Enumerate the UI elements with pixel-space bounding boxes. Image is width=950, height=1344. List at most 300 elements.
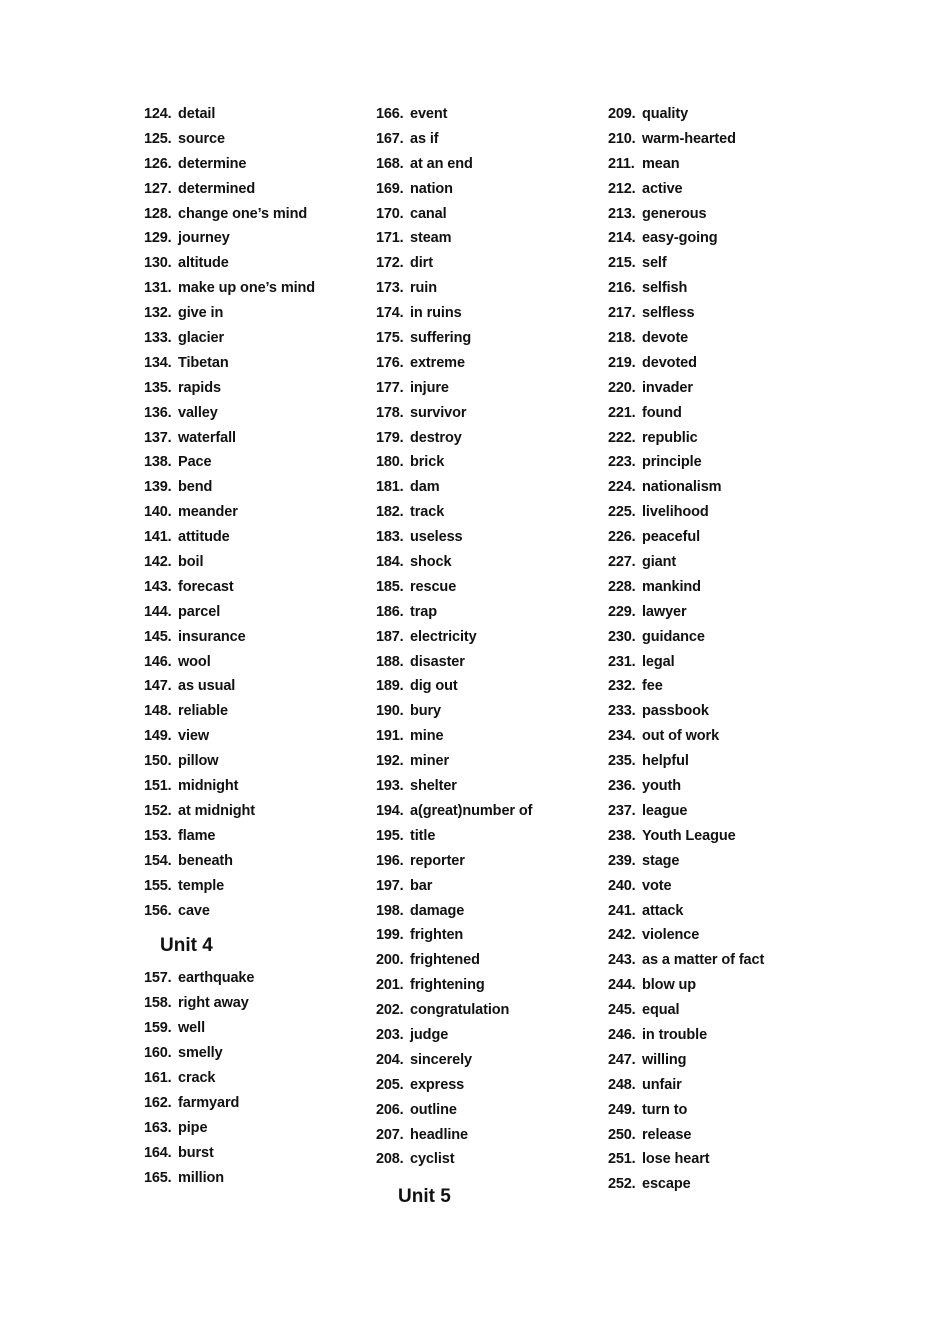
vocab-item (376, 152, 532, 177)
vocab-item-number: 213. (608, 205, 636, 222)
vocab-item (376, 525, 532, 550)
vocab-item-word: giant (642, 554, 677, 571)
vocab-item-word: pipe (178, 1119, 208, 1136)
vocab-item-number: 134. (144, 354, 172, 371)
vocab-item (144, 899, 315, 924)
vocab-item-number: 223. (608, 454, 636, 471)
vocab-item-word: in trouble (642, 1026, 708, 1043)
vocab-item-word: as if (410, 130, 439, 147)
vocab-item-word: as usual (178, 678, 236, 695)
vocab-item-word: attack (642, 902, 684, 919)
vocab-item (376, 475, 532, 500)
vocab-item-number: 239. (608, 852, 636, 869)
vocab-item (144, 475, 315, 500)
vocab-item-word: Pace (178, 454, 212, 471)
vocab-item (376, 426, 532, 451)
vocab-item-word: vote (642, 877, 672, 894)
vocab-item (608, 1023, 764, 1048)
vocab-item (376, 276, 532, 301)
vocab-item (376, 674, 532, 699)
vocab-item (608, 127, 764, 152)
vocab-item (376, 326, 532, 351)
vocab-item-word: escape (642, 1176, 691, 1193)
vocab-item-word: title (410, 827, 436, 844)
vocab-item (376, 600, 532, 625)
vocab-item (144, 749, 315, 774)
vocab-item-number: 199. (376, 927, 404, 944)
vocab-item (376, 351, 532, 376)
vocab-item (608, 1048, 764, 1073)
vocab-item (144, 102, 315, 127)
vocab-item-number: 200. (376, 952, 404, 969)
vocab-item-word: devote (642, 330, 689, 347)
vocab-item-number: 217. (608, 305, 636, 322)
vocab-item-word: principle (642, 454, 702, 471)
vocab-item (144, 774, 315, 799)
vocab-item-number: 251. (608, 1151, 636, 1168)
vocab-item-word: turn to (642, 1101, 688, 1118)
vocab-item (376, 127, 532, 152)
vocab-item (608, 450, 764, 475)
vocab-item-number: 131. (144, 280, 172, 297)
vocab-item (608, 251, 764, 276)
vocab-item-word: flame (178, 827, 216, 844)
vocab-item-number: 220. (608, 379, 636, 396)
vocab-item-word: found (642, 404, 682, 421)
vocab-item-number: 227. (608, 554, 636, 571)
vocab-item (608, 600, 764, 625)
vocab-item (376, 1023, 532, 1048)
vocab-item (608, 650, 764, 675)
vocab-item-number: 161. (144, 1069, 172, 1086)
vocab-item (608, 550, 764, 575)
vocab-item (144, 874, 315, 899)
vocab-item (144, 226, 315, 251)
vocab-item (144, 326, 315, 351)
vocab-item-number: 158. (144, 995, 172, 1012)
vocab-item-word: legal (642, 653, 675, 670)
vocab-item-word: event (410, 106, 448, 122)
vocab-item-number: 168. (376, 155, 404, 172)
vocab-item (376, 376, 532, 401)
vocab-item (608, 874, 764, 899)
vocab-item-word: million (178, 1169, 225, 1186)
vocab-item (376, 401, 532, 426)
vocab-item-number: 206. (376, 1101, 404, 1118)
vocab-item (376, 575, 532, 600)
vocab-item (608, 699, 764, 724)
vocab-item-word: parcel (178, 603, 221, 620)
vocab-item (608, 625, 764, 650)
vocab-item (608, 401, 764, 426)
vocab-item (376, 724, 532, 749)
vocab-item-number: 184. (376, 554, 404, 571)
vocab-item-word: trap (410, 603, 437, 620)
vocab-item-word: peaceful (642, 529, 701, 546)
vocab-item-word: attitude (178, 529, 230, 546)
vocab-item (376, 749, 532, 774)
vocab-item (376, 202, 532, 227)
vocab-item (376, 849, 532, 874)
vocab-item (608, 923, 764, 948)
vocab-item-number: 190. (376, 703, 404, 720)
vocab-item-word: bury (410, 703, 442, 720)
vocab-item-number: 234. (608, 728, 636, 745)
vocab-item-number: 141. (144, 529, 172, 546)
vocab-item (144, 301, 315, 326)
vocab-item (144, 575, 315, 600)
vocab-item-word: frightened (410, 952, 480, 969)
vocab-item-word: out of work (642, 728, 720, 745)
vocab-item (608, 899, 764, 924)
vocab-item-word: selfish (642, 280, 688, 297)
vocab-item-word: view (178, 728, 210, 745)
vocab-item (144, 724, 315, 749)
vocab-item-word: at midnight (178, 802, 256, 819)
vocab-item-number: 248. (608, 1076, 636, 1093)
vocab-item (144, 1166, 315, 1191)
vocab-item-word: in ruins (410, 305, 462, 322)
vocab-item (144, 525, 315, 550)
vocab-item-word: journey (178, 230, 230, 247)
vocab-item-number: 152. (144, 802, 172, 819)
vocab-item-number: 233. (608, 703, 636, 720)
vocab-item-number: 129. (144, 230, 172, 247)
vocab-item-word: reporter (410, 852, 465, 869)
vocab-item-number: 135. (144, 379, 172, 396)
vocab-item (608, 1098, 764, 1123)
vocab-item-word: frighten (410, 927, 464, 944)
vocab-item-number: 188. (376, 653, 404, 670)
vocab-item-number: 194. (376, 802, 404, 819)
vocab-item-word: brick (410, 454, 445, 471)
vocab-item-number: 249. (608, 1101, 636, 1118)
vocab-item-number: 235. (608, 753, 636, 770)
vocab-item (376, 948, 532, 973)
vocab-item (608, 475, 764, 500)
vocab-item-number: 177. (376, 379, 404, 396)
vocab-item-word: devoted (642, 354, 697, 371)
vocab-item-number: 205. (376, 1076, 404, 1093)
vocab-item (608, 351, 764, 376)
vocab-item-number: 165. (144, 1169, 172, 1186)
vocab-item-number: 225. (608, 504, 636, 521)
vocab-item-number: 245. (608, 1002, 636, 1019)
vocab-item (144, 1091, 315, 1116)
vocab-item-word: valley (178, 404, 218, 421)
vocab-item-number: 126. (144, 155, 172, 172)
vocab-item-number: 148. (144, 703, 172, 720)
vocab-item (608, 226, 764, 251)
vocab-item-word: livelihood (642, 504, 709, 521)
vocab-item-number: 207. (376, 1126, 404, 1143)
vocab-item-number: 174. (376, 305, 404, 322)
vocab-item-number: 180. (376, 454, 404, 471)
vocab-item-number: 160. (144, 1045, 172, 1062)
vocab-item-number: 201. (376, 977, 404, 994)
vocab-item-word: nationalism (642, 479, 722, 496)
vocab-item-word: Tibetan (178, 354, 229, 371)
vocab-item-number: 133. (144, 330, 172, 347)
vocab-item-number: 170. (376, 205, 404, 222)
vocab-item-word: rescue (410, 578, 457, 595)
vocab-item-word: detail (178, 106, 216, 122)
vocab-item-number: 185. (376, 578, 404, 595)
vocab-item-number: 156. (144, 902, 172, 919)
vocab-item-number: 127. (144, 180, 172, 197)
vocab-item-number: 138. (144, 454, 172, 471)
vocab-item (144, 674, 315, 699)
vocab-item-word: disaster (410, 653, 465, 670)
vocab-item-word: determined (178, 180, 256, 197)
vocab-item-number: 214. (608, 230, 636, 247)
vocab-item (144, 426, 315, 451)
vocab-item-number: 128. (144, 205, 172, 222)
vocab-item-word: altitude (178, 255, 229, 272)
vocab-item (144, 1141, 315, 1166)
vocab-item-word: release (642, 1126, 692, 1143)
vocab-item (144, 202, 315, 227)
vocab-item-word: as a matter of fact (642, 952, 765, 969)
vocab-item (608, 525, 764, 550)
vocab-item-number: 247. (608, 1051, 636, 1068)
vocab-item-number: 204. (376, 1051, 404, 1068)
vocab-item-number: 146. (144, 653, 172, 670)
vocab-item (144, 1116, 315, 1141)
vocab-item (376, 923, 532, 948)
vocab-item-number: 136. (144, 404, 172, 421)
vocab-item (376, 774, 532, 799)
vocab-item-number: 178. (376, 404, 404, 421)
vocab-item-number: 169. (376, 180, 404, 197)
vocab-item-word: track (410, 504, 445, 521)
vocab-item-word: give in (178, 305, 224, 322)
vocab-item-number: 240. (608, 877, 636, 894)
vocab-item-number: 198. (376, 902, 404, 919)
vocab-item-number: 196. (376, 852, 404, 869)
vocab-item-number: 203. (376, 1026, 404, 1043)
vocab-item-word: beneath (178, 852, 233, 869)
vocab-item-number: 236. (608, 778, 636, 795)
vocab-item (144, 849, 315, 874)
vocab-item-word: midnight (178, 778, 239, 795)
vocab-item (608, 152, 764, 177)
vocab-item-number: 142. (144, 554, 172, 571)
vocab-item-number: 246. (608, 1026, 636, 1043)
vocab-item-word: shelter (410, 778, 457, 795)
vocab-item (144, 376, 315, 401)
vocab-item-number: 243. (608, 952, 636, 969)
vocab-item (144, 127, 315, 152)
vocab-item (144, 550, 315, 575)
vocab-item-word: violence (642, 927, 700, 944)
vocab-item-word: change one’s mind (178, 205, 308, 222)
vocab-item (376, 699, 532, 724)
vocab-item-word: farmyard (178, 1094, 240, 1111)
vocab-item (376, 998, 532, 1023)
vocab-item-word: sincerely (410, 1051, 472, 1068)
vocab-item (144, 351, 315, 376)
vocab-item (144, 966, 315, 991)
vocab-item (376, 301, 532, 326)
vocab-item-word: lose heart (642, 1151, 710, 1168)
vocab-item (376, 1073, 532, 1098)
vocab-item-number: 183. (376, 529, 404, 546)
vocab-item-number: 159. (144, 1020, 172, 1037)
vocab-item (376, 899, 532, 924)
vocab-item-word: dig out (410, 678, 458, 695)
vocab-item-word: at an end (410, 155, 473, 172)
vocab-item (144, 699, 315, 724)
vocab-item (608, 948, 764, 973)
vocab-item (376, 177, 532, 202)
vocab-item-number: 193. (376, 778, 404, 795)
vocab-item (144, 500, 315, 525)
vocab-item-number: 211. (608, 155, 635, 172)
vocab-item (376, 874, 532, 899)
vocab-item (608, 724, 764, 749)
vocab-item (608, 500, 764, 525)
vocab-item (376, 226, 532, 251)
vocab-item-number: 157. (144, 970, 172, 987)
vocab-item-number: 154. (144, 852, 172, 869)
vocab-item-word: cave (178, 902, 210, 919)
vocab-item (376, 1048, 532, 1073)
vocab-item-number: 166. (376, 106, 404, 122)
vocab-item (608, 102, 764, 127)
vocab-item-number: 144. (144, 603, 172, 620)
vocab-item (144, 991, 315, 1016)
vocab-item-word: passbook (642, 703, 709, 720)
vocab-item-number: 173. (376, 280, 404, 297)
vocab-item-number: 250. (608, 1126, 636, 1143)
vocab-item-number: 210. (608, 130, 636, 147)
vocab-item-word: wool (178, 653, 211, 670)
vocab-item (376, 1123, 532, 1148)
vocab-item (144, 1041, 315, 1066)
vocab-item-word: self (642, 255, 667, 272)
vocab-item-number: 208. (376, 1151, 404, 1168)
vocab-item (376, 450, 532, 475)
vocab-item (608, 799, 764, 824)
vocab-item-word: mankind (642, 578, 701, 595)
vocab-item-number: 197. (376, 877, 404, 894)
vocab-item (144, 450, 315, 475)
vocab-item-word: boil (178, 554, 204, 571)
vocab-item-word: waterfall (178, 429, 236, 446)
vocab-item-word: right away (178, 995, 249, 1012)
vocab-item-word: quality (642, 106, 689, 122)
vocab-item-number: 229. (608, 603, 636, 620)
vocab-item-word: steam (410, 230, 452, 247)
vocab-item-word: insurance (178, 628, 246, 645)
vocab-item (608, 276, 764, 301)
vocab-item-number: 181. (376, 479, 404, 496)
vocab-item-word: easy-going (642, 230, 718, 247)
vocab-item (376, 1098, 532, 1123)
vocab-item-number: 155. (144, 877, 172, 894)
vocab-item-word: damage (410, 902, 465, 919)
vocab-item-word: suffering (410, 330, 472, 347)
vocab-item (608, 376, 764, 401)
vocab-item-number: 224. (608, 479, 636, 496)
vocab-item-number: 212. (608, 180, 636, 197)
vocab-item-word: dam (410, 479, 440, 496)
vocab-item-word: bend (178, 479, 213, 496)
vocab-item-number: 151. (144, 778, 172, 795)
vocab-item (608, 1172, 764, 1197)
vocab-item-number: 244. (608, 977, 636, 994)
vocab-item-word: stage (642, 852, 680, 869)
vocab-item (608, 202, 764, 227)
vocab-item-word: blow up (642, 977, 697, 994)
vocab-item-word: willing (642, 1051, 687, 1068)
vocab-item (144, 600, 315, 625)
vocab-item-word: equal (642, 1002, 680, 1019)
vocab-item (376, 650, 532, 675)
vocab-item-number: 164. (144, 1144, 172, 1161)
vocab-item-number: 202. (376, 1002, 404, 1019)
vocab-item-word: frightening (410, 977, 485, 994)
vocab-item (608, 749, 764, 774)
vocab-item (376, 102, 532, 127)
vocab-item-word: crack (178, 1069, 216, 1086)
vocab-item-word: glacier (178, 330, 225, 347)
vocab-item (144, 152, 315, 177)
vocab-item-number: 231. (608, 653, 636, 670)
vocab-item-number: 167. (376, 130, 404, 147)
vocab-item-word: miner (410, 753, 449, 770)
vocab-item-number: 171. (376, 230, 404, 247)
vocab-item-word: outline (410, 1101, 457, 1118)
vocab-item-word: fee (642, 678, 663, 695)
unit-heading: Unit 4 (160, 935, 213, 957)
vocab-item-word: smelly (178, 1045, 223, 1062)
vocab-item (608, 177, 764, 202)
vocab-item-number: 125. (144, 130, 172, 147)
vocab-item-number: 143. (144, 578, 172, 595)
vocab-item (608, 326, 764, 351)
vocab-item-number: 241. (608, 902, 636, 919)
vocab-item (144, 1066, 315, 1091)
vocab-item (376, 1147, 532, 1172)
vocab-item-word: bar (410, 877, 433, 894)
vocab-item-number: 153. (144, 827, 172, 844)
vocab-item-word: pillow (178, 753, 219, 770)
vocab-item-word: guidance (642, 628, 705, 645)
vocab-item (376, 824, 532, 849)
vocab-item (144, 276, 315, 301)
vocab-item (144, 251, 315, 276)
vocab-item-number: 187. (376, 628, 404, 645)
vocab-item (144, 1016, 315, 1041)
vocab-item-word: republic (642, 429, 698, 446)
vocab-item-word: ruin (410, 280, 437, 297)
vocab-item-number: 252. (608, 1176, 636, 1193)
vocab-item-number: 150. (144, 753, 172, 770)
vocab-item-word: determine (178, 155, 247, 172)
vocab-item-word: mine (410, 728, 444, 745)
vocab-item-word: helpful (642, 753, 689, 770)
vocab-item (608, 774, 764, 799)
vocab-item-number: 162. (144, 1094, 172, 1111)
vocab-item-word: burst (178, 1144, 214, 1161)
vocab-item (144, 799, 315, 824)
vocab-item-word: shock (410, 554, 452, 571)
vocab-item-number: 216. (608, 280, 636, 297)
vocab-item-number: 221. (608, 404, 636, 421)
vocab-item-word: meander (178, 504, 238, 521)
